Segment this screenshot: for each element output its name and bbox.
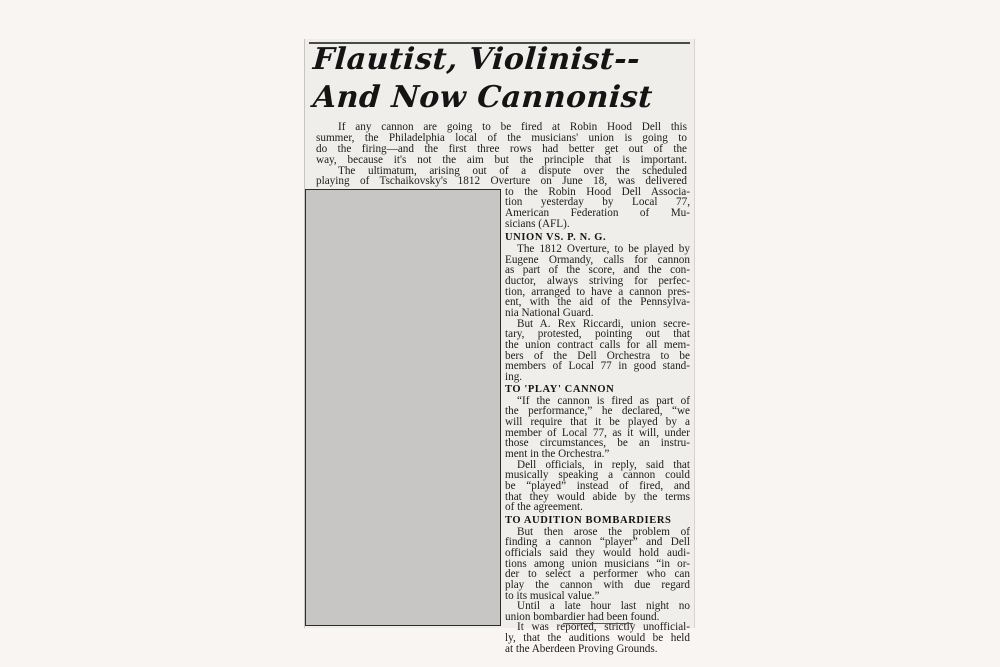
foot-rule [563, 623, 633, 624]
newspaper-clipping [304, 39, 695, 655]
column-line: ing. [505, 371, 523, 383]
column-line: But A. Rex Riccardi, union secre- [517, 318, 690, 330]
column-line: It was reported, strictly unofficial- [517, 621, 690, 633]
column-line: musically speaking a cannon could [505, 469, 690, 481]
column-line: But then arose the problem of [517, 526, 690, 538]
column-line: to its musical value.” [505, 590, 600, 602]
column-line: of the agreement. [505, 501, 583, 513]
lead-line: The ultimatum, arising out of a dispute over the scheduled [338, 165, 687, 177]
column-line: “If the cannon is fired as part of [517, 395, 690, 407]
column-line: tions among union musicians “in or- [505, 558, 690, 570]
column-line: finding a cannon “player” and Dell [505, 536, 690, 548]
column-line: the union contract calls for all mem- [505, 339, 690, 351]
column-line: to the Robin Hood Dell Associa- [505, 186, 690, 198]
photo-placeholder [305, 189, 501, 626]
headline-line-2: And Now Cannonist [311, 80, 654, 115]
column-line: members of Local 77 in good stand- [505, 360, 690, 372]
column-line: be “played” instead of fired, and [505, 480, 690, 492]
column-line: sicians (AFL). [505, 218, 570, 230]
subhead-to-audition-bombardiers: TO AUDITION BOMBARDIERS [505, 515, 672, 526]
column-line: nia National Guard. [505, 307, 594, 319]
column-line: Dell officials, in reply, said that [517, 459, 690, 471]
column-line: Until a late hour last night no [517, 600, 690, 612]
column-line: tion, arranged to have a cannon pres- [505, 286, 690, 298]
lead-line: If any cannon are going to be fired at Robin Hood Dell this [338, 121, 687, 133]
column-line: those circumstances, be an instru- [505, 437, 690, 449]
column-line: bers of the Dell Orchestra to be [505, 350, 690, 362]
column-line: ent, with the aid of the Pennsylva- [505, 296, 690, 308]
column-line: the performance,” he declared, “we [505, 405, 690, 417]
column-line: that they would abide by the terms [505, 491, 690, 503]
lead-line: playing of Tschaikovsky's 1812 Overture on June 18, was delivered [316, 175, 687, 187]
column-line: play the cannon with due regard [505, 579, 690, 591]
lead-line: way, because it's not the aim but the principle that is important. [316, 154, 687, 166]
lead-line: do the firing—and the first three rows had better get out of the [316, 143, 687, 155]
column-line: ductor, always striving for perfec- [505, 275, 690, 287]
column-line: union bombardier had been found. [505, 611, 660, 623]
subhead-union-vs-png: UNION VS. P. N. G. [505, 232, 607, 243]
column-line: der to select a performer who can [505, 568, 690, 580]
column-line: American Federation of Mu- [505, 207, 690, 219]
column-line: officials said they would hold audi- [505, 547, 690, 559]
headline-line-1: Flautist, Violinist-- [311, 42, 642, 77]
column-line: member of Local 77, as it will, under [505, 427, 690, 439]
column-line: will require that it be played by a [505, 416, 690, 428]
lead-line: summer, the Philadelphia local of the musicians' union is going to [316, 132, 687, 144]
column-line: Eugene Ormandy, calls for cannon [505, 254, 690, 266]
column-line: ly, that the auditions would be held [505, 632, 690, 644]
column-line: as part of the score, and the con- [505, 264, 690, 276]
subhead-to-play-cannon: TO 'PLAY' CANNON [505, 384, 615, 395]
column-line: tary, protested, pointing out that [505, 328, 690, 340]
column-line: The 1812 Overture, to be played by [517, 243, 690, 255]
column-line: tion yesterday by Local 77, [505, 196, 690, 208]
column-line: at the Aberdeen Proving Grounds. [505, 643, 658, 655]
column-line: ment in the Orchestra.” [505, 448, 610, 460]
